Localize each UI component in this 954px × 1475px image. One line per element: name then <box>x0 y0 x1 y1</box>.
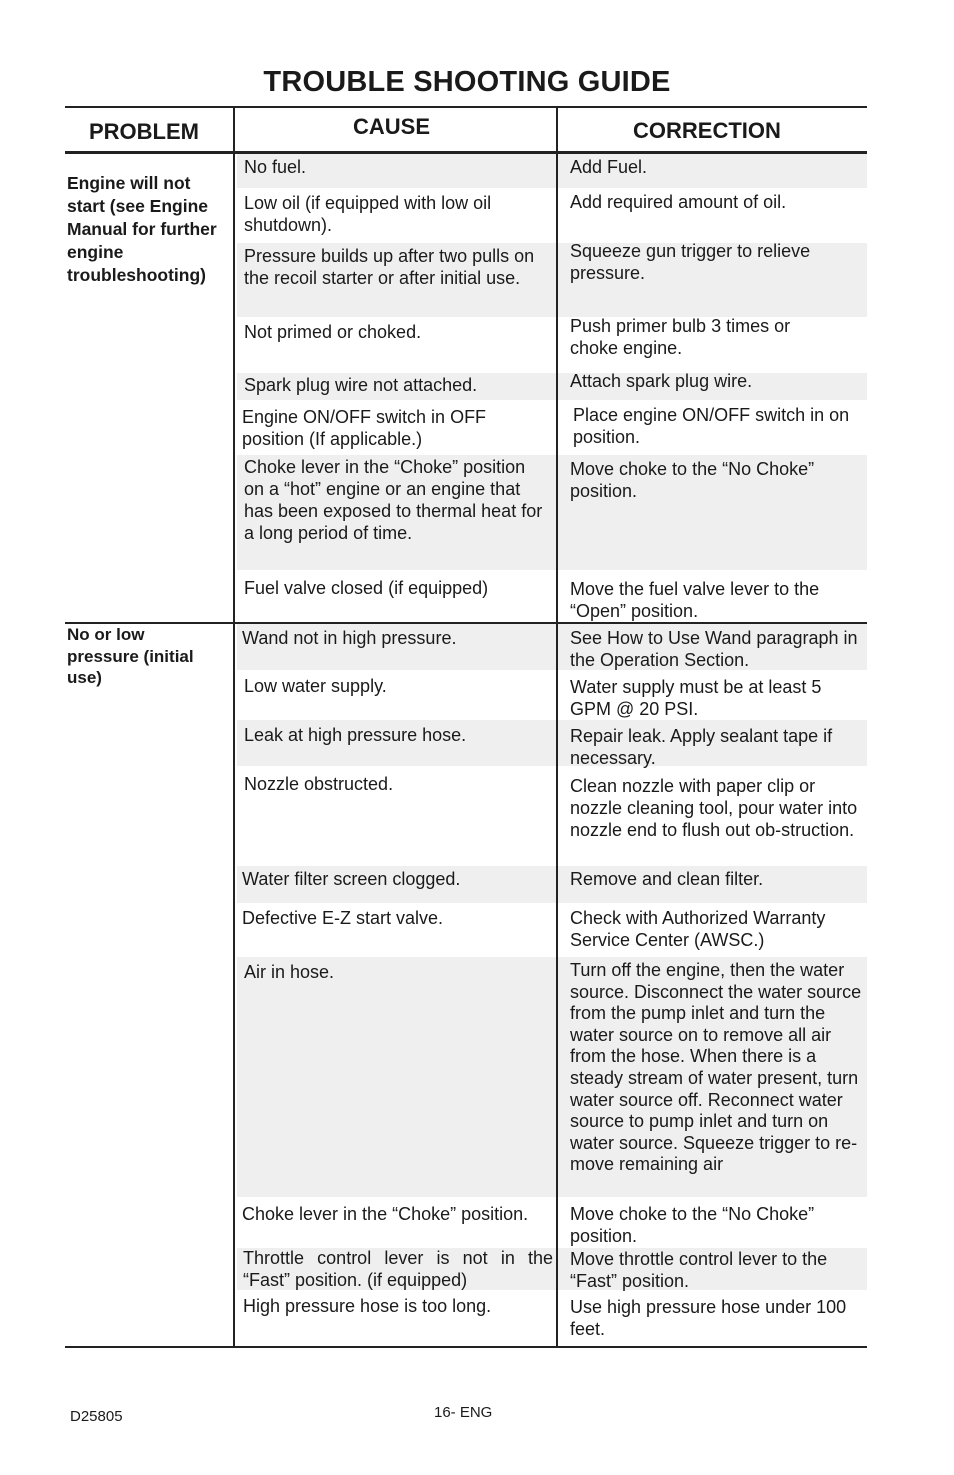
column-divider-problem-cause <box>233 106 235 1348</box>
header-cause: CAUSE <box>353 114 431 139</box>
cause-cell: Air in hose. <box>244 962 335 982</box>
cause-cell: Low water supply. <box>244 676 387 696</box>
correction-cell: Push primer bulb 3 times or choke engine. <box>570 316 791 358</box>
document-code: D25805 <box>70 1408 123 1425</box>
cause-cell: Not primed or choked. <box>244 322 422 342</box>
correction-cell: Place engine ON/OFF switch in on position. <box>573 405 850 447</box>
cause-cell: Engine ON/OFF switch in OFF position (If applicable.) <box>242 407 487 449</box>
correction-cell: Use high pressure hose under 100 feet. <box>570 1297 847 1339</box>
cause-cell: Wand not in high pressure. <box>242 628 457 648</box>
cause-cell: Fuel valve closed (if equipped) <box>244 578 489 598</box>
correction-cell: See How to Use Wand paragraph in the Operation Section. <box>570 628 858 670</box>
correction-cell: Add Fuel. <box>570 157 648 177</box>
correction-cell: Move choke to the “No Choke” position. <box>570 459 815 501</box>
column-divider-cause-correction <box>556 106 558 1348</box>
cause-cell: Pressure builds up after two pulls on the recoil starter or after initial use. <box>244 246 535 288</box>
header-correction: CORRECTION <box>633 118 781 143</box>
correction-cell: Squeeze gun trigger to relieve pressure. <box>570 241 811 283</box>
cause-cell: Spark plug wire not attached. <box>244 375 478 395</box>
cause-cell: No fuel. <box>244 157 307 177</box>
problem-label-low-pressure: No or low pressure (initial use) <box>67 625 194 687</box>
page-number: 16- ENG <box>434 1404 493 1421</box>
correction-cell: Move the fuel valve lever to the “Open” position. <box>570 579 820 621</box>
correction-cell: Water supply must be at least 5 GPM @ 20 PSI. <box>570 677 822 719</box>
cause-cell: High pressure hose is too long. <box>243 1296 492 1316</box>
cause-cell: Defective E-Z start valve. <box>242 908 444 928</box>
page-title: TROUBLE SHOOTING GUIDE <box>263 66 671 98</box>
problem-label-engine-will-not-start: Engine will not start (see Engine Manual for further engine troubleshooting) <box>67 173 217 285</box>
correction-cell: Move throttle control lever to the “Fast” position. <box>570 1249 828 1291</box>
cause-cell: Throttle control lever is not in the “Fast” position. (if equipped) <box>243 1248 553 1290</box>
cause-cell: Choke lever in the “Choke” position. <box>242 1204 529 1224</box>
cause-cell: Nozzle obstructed. <box>244 774 394 794</box>
correction-cell: Add required amount of oil. <box>570 192 787 212</box>
cause-cell: Leak at high pressure hose. <box>244 725 467 745</box>
cause-cell: Water filter screen clogged. <box>242 869 461 889</box>
cause-cell: Low oil (if equipped with low oil shutdown). <box>244 193 492 235</box>
correction-cell: Repair leak. Apply sealant tape if necessary. <box>570 726 833 768</box>
correction-cell: Remove and clean filter. <box>570 869 764 889</box>
correction-cell: Attach spark plug wire. <box>570 371 753 391</box>
correction-cell: Move choke to the “No Choke” position. <box>570 1204 815 1246</box>
table-bottom-rule <box>65 1346 867 1348</box>
correction-cell: Turn off the engine, then the water source. Disconnect the water source from the pump inlet and turn the water source on to remove all air from the hose. When there is a steady stream of water present, turn water source off. Reconnect water source to pump inlet and turn on water source. Squeeze trigger to re-move remaining air <box>570 960 862 1175</box>
table-top-rule <box>65 106 867 108</box>
correction-cell: Check with Authorized Warranty Service Center (AWSC.) <box>570 908 826 950</box>
header-problem: PROBLEM <box>89 119 199 144</box>
correction-cell: Clean nozzle with paper clip or nozzle cleaning tool, pour water into nozzle end to flush out ob-struction. <box>570 776 858 840</box>
cause-cell: Choke lever in the “Choke” position on a “hot” engine or an engine that has been exposed to thermal heat for a long period of time. <box>244 457 543 543</box>
